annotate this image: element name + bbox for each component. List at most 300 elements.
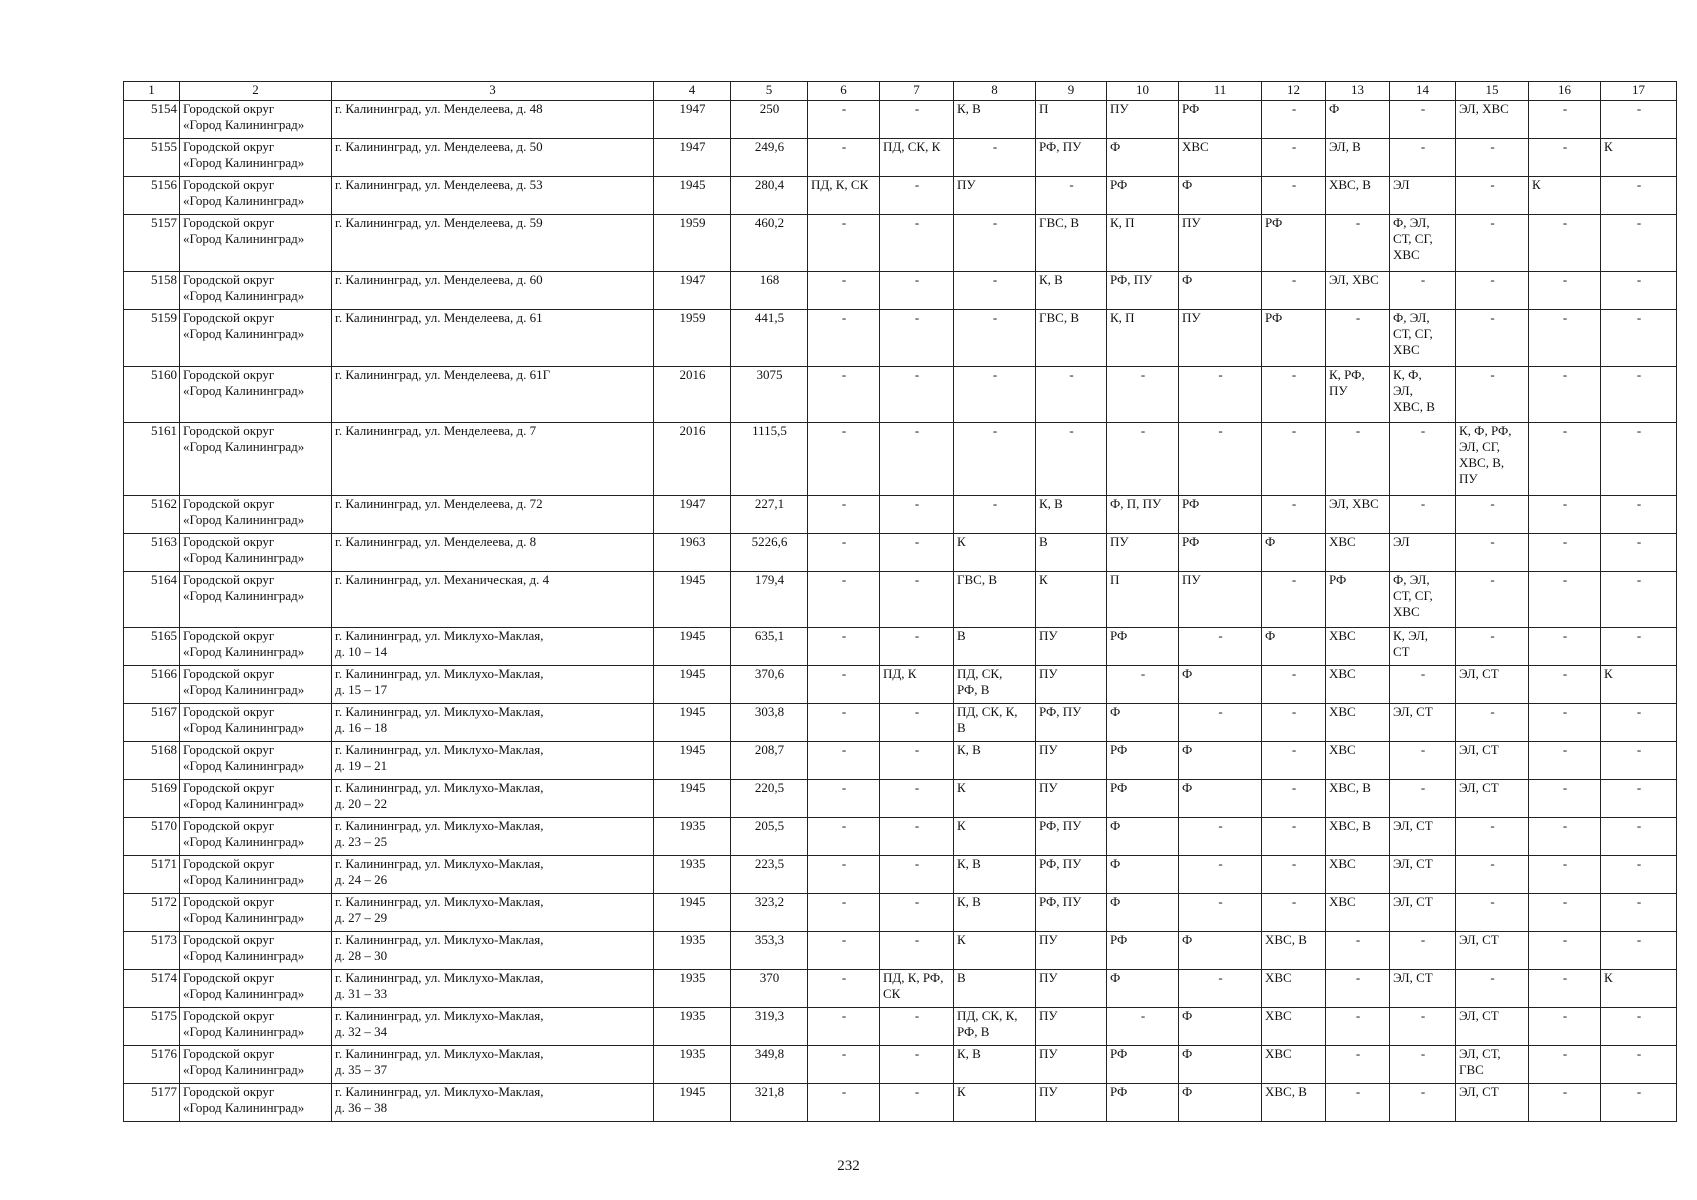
- cell-col-17: -: [1601, 894, 1677, 932]
- cell-col-14: -: [1390, 666, 1456, 704]
- cell-col-1: 5164: [124, 572, 180, 628]
- cell-col-8: -: [954, 215, 1036, 272]
- cell-col-9: К, В: [1036, 272, 1107, 310]
- cell-col-17: -: [1601, 704, 1677, 742]
- column-header-14: 14: [1390, 82, 1456, 101]
- cell-col-7: -: [880, 856, 954, 894]
- cell-col-4: 1945: [654, 742, 731, 780]
- cell-col-17: -: [1601, 367, 1677, 423]
- cell-col-4: 1945: [654, 704, 731, 742]
- cell-col-13: -: [1326, 1046, 1390, 1084]
- cell-col-3: г. Калининград, ул. Миклухо-Маклая, д. 24 – 26: [332, 856, 654, 894]
- cell-col-13: ХВС: [1326, 534, 1390, 572]
- cell-col-11: -: [1179, 856, 1262, 894]
- cell-col-17: К: [1601, 666, 1677, 704]
- column-header-9: 9: [1036, 82, 1107, 101]
- cell-col-17: -: [1601, 572, 1677, 628]
- cell-col-5: 5226,6: [731, 534, 808, 572]
- cell-col-4: 1945: [654, 1084, 731, 1122]
- table-row: [124, 496, 1677, 534]
- cell-col-13: К, РФ, ПУ: [1326, 367, 1390, 423]
- cell-col-8: К, В: [954, 894, 1036, 932]
- cell-col-14: ЭЛ, СТ: [1390, 704, 1456, 742]
- cell-col-12: -: [1262, 818, 1326, 856]
- cell-col-2: Городской округ «Город Калининград»: [180, 1046, 332, 1084]
- cell-col-6: -: [808, 572, 880, 628]
- cell-col-17: -: [1601, 177, 1677, 215]
- column-header-13: 13: [1326, 82, 1390, 101]
- cell-col-1: 5174: [124, 970, 180, 1008]
- cell-col-5: 319,3: [731, 1008, 808, 1046]
- cell-col-9: ГВС, В: [1036, 310, 1107, 367]
- cell-col-15: ЭЛ, СТ: [1456, 780, 1529, 818]
- cell-col-2: Городской округ «Город Калининград»: [180, 970, 332, 1008]
- cell-col-2: Городской округ «Город Калининград»: [180, 666, 332, 704]
- cell-col-10: РФ: [1107, 177, 1179, 215]
- cell-col-10: РФ: [1107, 742, 1179, 780]
- cell-col-15: ЭЛ, ХВС: [1456, 101, 1529, 139]
- cell-col-14: К, Ф, ЭЛ, ХВС, В: [1390, 367, 1456, 423]
- cell-col-12: ХВС: [1262, 1008, 1326, 1046]
- cell-col-10: Ф: [1107, 970, 1179, 1008]
- table-row: [124, 1046, 1677, 1084]
- cell-col-13: -: [1326, 1084, 1390, 1122]
- cell-col-12: РФ: [1262, 310, 1326, 367]
- cell-col-16: -: [1529, 666, 1601, 704]
- cell-col-10: Ф: [1107, 704, 1179, 742]
- cell-col-15: ЭЛ, СТ: [1456, 742, 1529, 780]
- cell-col-5: 441,5: [731, 310, 808, 367]
- cell-col-3: г. Калининград, ул. Менделеева, д. 59: [332, 215, 654, 272]
- cell-col-11: -: [1179, 970, 1262, 1008]
- cell-col-15: -: [1456, 572, 1529, 628]
- cell-col-13: ХВС: [1326, 666, 1390, 704]
- cell-col-7: -: [880, 1046, 954, 1084]
- cell-col-16: -: [1529, 628, 1601, 666]
- cell-col-10: Ф: [1107, 856, 1179, 894]
- cell-col-9: В: [1036, 534, 1107, 572]
- cell-col-1: 5158: [124, 272, 180, 310]
- cell-col-14: ЭЛ, СТ: [1390, 856, 1456, 894]
- cell-col-7: -: [880, 367, 954, 423]
- cell-col-4: 1959: [654, 215, 731, 272]
- cell-col-11: ХВС: [1179, 139, 1262, 177]
- cell-col-9: -: [1036, 423, 1107, 496]
- cell-col-10: Ф: [1107, 139, 1179, 177]
- cell-col-4: 1963: [654, 534, 731, 572]
- cell-col-16: -: [1529, 101, 1601, 139]
- cell-col-1: 5168: [124, 742, 180, 780]
- cell-col-9: ПУ: [1036, 742, 1107, 780]
- cell-col-7: -: [880, 1084, 954, 1122]
- cell-col-9: РФ, ПУ: [1036, 818, 1107, 856]
- cell-col-1: 5165: [124, 628, 180, 666]
- cell-col-7: ПД, К: [880, 666, 954, 704]
- cell-col-2: Городской округ «Город Калининград»: [180, 215, 332, 272]
- cell-col-11: Ф: [1179, 780, 1262, 818]
- cell-col-10: Ф: [1107, 894, 1179, 932]
- cell-col-11: Ф: [1179, 272, 1262, 310]
- cell-col-3: г. Калининград, ул. Менделеева, д. 61: [332, 310, 654, 367]
- cell-col-10: -: [1107, 367, 1179, 423]
- cell-col-8: К: [954, 932, 1036, 970]
- cell-col-14: -: [1390, 1046, 1456, 1084]
- cell-col-12: -: [1262, 780, 1326, 818]
- cell-col-3: г. Калининград, ул. Миклухо-Маклая, д. 35 – 37: [332, 1046, 654, 1084]
- cell-col-7: -: [880, 1008, 954, 1046]
- cell-col-7: -: [880, 704, 954, 742]
- cell-col-6: -: [808, 932, 880, 970]
- cell-col-11: Ф: [1179, 742, 1262, 780]
- cell-col-13: -: [1326, 215, 1390, 272]
- cell-col-9: ПУ: [1036, 780, 1107, 818]
- cell-col-16: -: [1529, 310, 1601, 367]
- cell-col-15: -: [1456, 628, 1529, 666]
- cell-col-11: -: [1179, 704, 1262, 742]
- cell-col-2: Городской округ «Город Калининград»: [180, 496, 332, 534]
- cell-col-5: 280,4: [731, 177, 808, 215]
- cell-col-12: -: [1262, 894, 1326, 932]
- cell-col-1: 5176: [124, 1046, 180, 1084]
- cell-col-10: П: [1107, 572, 1179, 628]
- cell-col-6: -: [808, 704, 880, 742]
- cell-col-15: -: [1456, 894, 1529, 932]
- cell-col-3: г. Калининград, ул. Миклухо-Маклая, д. 20 – 22: [332, 780, 654, 818]
- cell-col-12: Ф: [1262, 628, 1326, 666]
- cell-col-4: 1947: [654, 139, 731, 177]
- cell-col-3: г. Калининград, ул. Механическая, д. 4: [332, 572, 654, 628]
- cell-col-2: Городской округ «Город Калининград»: [180, 742, 332, 780]
- cell-col-4: 1947: [654, 272, 731, 310]
- cell-col-11: Ф: [1179, 932, 1262, 970]
- cell-col-2: Городской округ «Город Калининград»: [180, 704, 332, 742]
- cell-col-2: Городской округ «Город Калининград»: [180, 628, 332, 666]
- cell-col-16: -: [1529, 856, 1601, 894]
- cell-col-16: -: [1529, 534, 1601, 572]
- cell-col-17: -: [1601, 215, 1677, 272]
- cell-col-2: Городской округ «Город Калининград»: [180, 272, 332, 310]
- cell-col-15: -: [1456, 496, 1529, 534]
- cell-col-15: -: [1456, 139, 1529, 177]
- cell-col-4: 1935: [654, 818, 731, 856]
- table-row: [124, 818, 1677, 856]
- cell-col-10: РФ: [1107, 1046, 1179, 1084]
- cell-col-9: РФ, ПУ: [1036, 704, 1107, 742]
- cell-col-16: -: [1529, 818, 1601, 856]
- cell-col-13: ХВС, В: [1326, 818, 1390, 856]
- cell-col-9: ПУ: [1036, 970, 1107, 1008]
- cell-col-14: -: [1390, 742, 1456, 780]
- cell-col-5: 370,6: [731, 666, 808, 704]
- cell-col-2: Городской округ «Город Калининград»: [180, 101, 332, 139]
- cell-col-17: -: [1601, 101, 1677, 139]
- cell-col-6: -: [808, 894, 880, 932]
- cell-col-10: РФ: [1107, 628, 1179, 666]
- table-body: [124, 101, 1677, 1122]
- cell-col-17: -: [1601, 1046, 1677, 1084]
- cell-col-3: г. Калининград, ул. Менделеева, д. 8: [332, 534, 654, 572]
- cell-col-13: -: [1326, 932, 1390, 970]
- table-row: [124, 139, 1677, 177]
- cell-col-10: -: [1107, 423, 1179, 496]
- cell-col-1: 5162: [124, 496, 180, 534]
- cell-col-14: Ф, ЭЛ, СТ, СГ, ХВС: [1390, 310, 1456, 367]
- cell-col-12: Ф: [1262, 534, 1326, 572]
- cell-col-15: -: [1456, 177, 1529, 215]
- cell-col-7: -: [880, 628, 954, 666]
- cell-col-2: Городской округ «Город Калининград»: [180, 367, 332, 423]
- cell-col-1: 5156: [124, 177, 180, 215]
- cell-col-10: ПУ: [1107, 101, 1179, 139]
- cell-col-1: 5160: [124, 367, 180, 423]
- cell-col-12: ХВС: [1262, 1046, 1326, 1084]
- cell-col-13: ХВС: [1326, 894, 1390, 932]
- cell-col-11: Ф: [1179, 1046, 1262, 1084]
- table-row: [124, 1008, 1677, 1046]
- cell-col-16: -: [1529, 423, 1601, 496]
- cell-col-4: 1959: [654, 310, 731, 367]
- cell-col-16: К: [1529, 177, 1601, 215]
- cell-col-17: -: [1601, 310, 1677, 367]
- cell-col-7: -: [880, 272, 954, 310]
- cell-col-14: -: [1390, 780, 1456, 818]
- cell-col-14: ЭЛ: [1390, 177, 1456, 215]
- cell-col-13: -: [1326, 970, 1390, 1008]
- cell-col-3: г. Калининград, ул. Миклухо-Маклая, д. 28 – 30: [332, 932, 654, 970]
- cell-col-16: -: [1529, 742, 1601, 780]
- cell-col-6: -: [808, 1008, 880, 1046]
- table-row: [124, 534, 1677, 572]
- cell-col-9: -: [1036, 367, 1107, 423]
- cell-col-12: -: [1262, 496, 1326, 534]
- cell-col-10: К, П: [1107, 310, 1179, 367]
- column-header-5: 5: [731, 82, 808, 101]
- cell-col-7: ПД, К, РФ, СК: [880, 970, 954, 1008]
- cell-col-10: Ф: [1107, 818, 1179, 856]
- cell-col-11: Ф: [1179, 666, 1262, 704]
- cell-col-8: В: [954, 970, 1036, 1008]
- cell-col-6: -: [808, 856, 880, 894]
- cell-col-5: 205,5: [731, 818, 808, 856]
- cell-col-15: -: [1456, 970, 1529, 1008]
- cell-col-1: 5155: [124, 139, 180, 177]
- cell-col-3: г. Калининград, ул. Менделеева, д. 60: [332, 272, 654, 310]
- cell-col-9: -: [1036, 177, 1107, 215]
- table-row: [124, 704, 1677, 742]
- table-row: [124, 780, 1677, 818]
- cell-col-9: ПУ: [1036, 1046, 1107, 1084]
- cell-col-10: РФ: [1107, 1084, 1179, 1122]
- cell-col-17: -: [1601, 534, 1677, 572]
- cell-col-11: Ф: [1179, 1084, 1262, 1122]
- table-row: [124, 932, 1677, 970]
- cell-col-6: -: [808, 742, 880, 780]
- cell-col-16: -: [1529, 970, 1601, 1008]
- cell-col-8: -: [954, 272, 1036, 310]
- cell-col-9: ПУ: [1036, 628, 1107, 666]
- cell-col-12: -: [1262, 666, 1326, 704]
- cell-col-2: Городской округ «Город Калининград»: [180, 139, 332, 177]
- cell-col-14: ЭЛ, СТ: [1390, 818, 1456, 856]
- cell-col-13: ХВС, В: [1326, 177, 1390, 215]
- cell-col-1: 5154: [124, 101, 180, 139]
- cell-col-13: ХВС: [1326, 628, 1390, 666]
- cell-col-8: ПД, СК, К, РФ, В: [954, 1008, 1036, 1046]
- cell-col-13: ХВС: [1326, 704, 1390, 742]
- cell-col-1: 5170: [124, 818, 180, 856]
- cell-col-5: 349,8: [731, 1046, 808, 1084]
- cell-col-9: ПУ: [1036, 932, 1107, 970]
- cell-col-14: -: [1390, 423, 1456, 496]
- cell-col-11: -: [1179, 894, 1262, 932]
- cell-col-8: ГВС, В: [954, 572, 1036, 628]
- cell-col-8: -: [954, 139, 1036, 177]
- table-row: [124, 1084, 1677, 1122]
- cell-col-11: ПУ: [1179, 572, 1262, 628]
- cell-col-15: -: [1456, 534, 1529, 572]
- cell-col-12: -: [1262, 139, 1326, 177]
- cell-col-14: -: [1390, 139, 1456, 177]
- cell-col-16: -: [1529, 496, 1601, 534]
- cell-col-5: 250: [731, 101, 808, 139]
- cell-col-3: г. Калининград, ул. Миклухо-Маклая, д. 36 – 38: [332, 1084, 654, 1122]
- cell-col-8: К, В: [954, 742, 1036, 780]
- cell-col-1: 5166: [124, 666, 180, 704]
- cell-col-17: -: [1601, 932, 1677, 970]
- table-row: [124, 572, 1677, 628]
- column-header-7: 7: [880, 82, 954, 101]
- cell-col-4: 1945: [654, 894, 731, 932]
- cell-col-1: 5167: [124, 704, 180, 742]
- column-header-11: 11: [1179, 82, 1262, 101]
- cell-col-12: -: [1262, 101, 1326, 139]
- cell-col-9: ПУ: [1036, 1008, 1107, 1046]
- cell-col-5: 179,4: [731, 572, 808, 628]
- cell-col-1: 5159: [124, 310, 180, 367]
- table-row: [124, 423, 1677, 496]
- cell-col-3: г. Калининград, ул. Миклухо-Маклая, д. 19 – 21: [332, 742, 654, 780]
- cell-col-6: -: [808, 970, 880, 1008]
- cell-col-2: Городской округ «Город Калининград»: [180, 818, 332, 856]
- cell-col-1: 5163: [124, 534, 180, 572]
- cell-col-6: -: [808, 1046, 880, 1084]
- cell-col-7: -: [880, 177, 954, 215]
- cell-col-4: 1935: [654, 856, 731, 894]
- cell-col-9: РФ, ПУ: [1036, 894, 1107, 932]
- table-row: [124, 367, 1677, 423]
- column-header-2: 2: [180, 82, 332, 101]
- cell-col-15: -: [1456, 818, 1529, 856]
- cell-col-16: -: [1529, 894, 1601, 932]
- cell-col-12: -: [1262, 367, 1326, 423]
- cell-col-12: РФ: [1262, 215, 1326, 272]
- cell-col-13: ХВС, В: [1326, 780, 1390, 818]
- cell-col-9: ПУ: [1036, 666, 1107, 704]
- cell-col-15: ЭЛ, СТ, ГВС: [1456, 1046, 1529, 1084]
- table-row: [124, 894, 1677, 932]
- cell-col-14: -: [1390, 1084, 1456, 1122]
- cell-col-5: 323,2: [731, 894, 808, 932]
- cell-col-3: г. Калининград, ул. Миклухо-Маклая, д. 31 – 33: [332, 970, 654, 1008]
- cell-col-13: -: [1326, 310, 1390, 367]
- column-header-12: 12: [1262, 82, 1326, 101]
- cell-col-6: -: [808, 367, 880, 423]
- cell-col-6: -: [808, 101, 880, 139]
- cell-col-3: г. Калининград, ул. Менделеева, д. 50: [332, 139, 654, 177]
- cell-col-6: -: [808, 272, 880, 310]
- cell-col-5: 353,3: [731, 932, 808, 970]
- cell-col-11: ПУ: [1179, 215, 1262, 272]
- cell-col-10: РФ: [1107, 932, 1179, 970]
- cell-col-12: -: [1262, 856, 1326, 894]
- cell-col-10: РФ, ПУ: [1107, 272, 1179, 310]
- cell-col-17: -: [1601, 1008, 1677, 1046]
- cell-col-15: К, Ф, РФ, ЭЛ, СГ, ХВС, В, ПУ: [1456, 423, 1529, 496]
- cell-col-9: РФ, ПУ: [1036, 856, 1107, 894]
- cell-col-8: К, В: [954, 101, 1036, 139]
- page-number: 232: [837, 1158, 860, 1174]
- cell-col-1: 5173: [124, 932, 180, 970]
- cell-col-10: -: [1107, 1008, 1179, 1046]
- cell-col-1: 5157: [124, 215, 180, 272]
- cell-col-6: -: [808, 423, 880, 496]
- cell-col-3: г. Калининград, ул. Менделеева, д. 53: [332, 177, 654, 215]
- cell-col-3: г. Калининград, ул. Менделеева, д. 61Г: [332, 367, 654, 423]
- cell-col-8: -: [954, 423, 1036, 496]
- cell-col-14: -: [1390, 1008, 1456, 1046]
- cell-col-8: К: [954, 534, 1036, 572]
- column-header-17: 17: [1601, 82, 1677, 101]
- cell-col-13: -: [1326, 423, 1390, 496]
- table-row: [124, 272, 1677, 310]
- cell-col-7: ПД, СК, К: [880, 139, 954, 177]
- cell-col-11: -: [1179, 628, 1262, 666]
- cell-col-8: К, В: [954, 1046, 1036, 1084]
- cell-col-16: -: [1529, 1084, 1601, 1122]
- cell-col-12: -: [1262, 704, 1326, 742]
- cell-col-1: 5171: [124, 856, 180, 894]
- table-row: [124, 970, 1677, 1008]
- cell-col-1: 5177: [124, 1084, 180, 1122]
- cell-col-3: г. Калининград, ул. Миклухо-Маклая, д. 10 – 14: [332, 628, 654, 666]
- cell-col-4: 1945: [654, 666, 731, 704]
- cell-col-7: -: [880, 742, 954, 780]
- cell-col-2: Городской округ «Город Калининград»: [180, 932, 332, 970]
- register-table: [123, 81, 1677, 1122]
- cell-col-17: -: [1601, 818, 1677, 856]
- cell-col-12: -: [1262, 572, 1326, 628]
- cell-col-9: П: [1036, 101, 1107, 139]
- cell-col-1: 5169: [124, 780, 180, 818]
- cell-col-5: 168: [731, 272, 808, 310]
- column-header-15: 15: [1456, 82, 1529, 101]
- cell-col-4: 1945: [654, 572, 731, 628]
- cell-col-7: -: [880, 894, 954, 932]
- cell-col-5: 220,5: [731, 780, 808, 818]
- cell-col-12: ХВС, В: [1262, 932, 1326, 970]
- cell-col-15: -: [1456, 367, 1529, 423]
- cell-col-16: -: [1529, 704, 1601, 742]
- cell-col-3: г. Калининград, ул. Менделеева, д. 7: [332, 423, 654, 496]
- cell-col-5: 249,6: [731, 139, 808, 177]
- cell-col-4: 2016: [654, 367, 731, 423]
- cell-col-8: -: [954, 496, 1036, 534]
- cell-col-13: Ф: [1326, 101, 1390, 139]
- cell-col-17: К: [1601, 970, 1677, 1008]
- cell-col-3: г. Калининград, ул. Миклухо-Маклая, д. 27 – 29: [332, 894, 654, 932]
- cell-col-2: Городской округ «Город Калининград»: [180, 534, 332, 572]
- cell-col-8: -: [954, 310, 1036, 367]
